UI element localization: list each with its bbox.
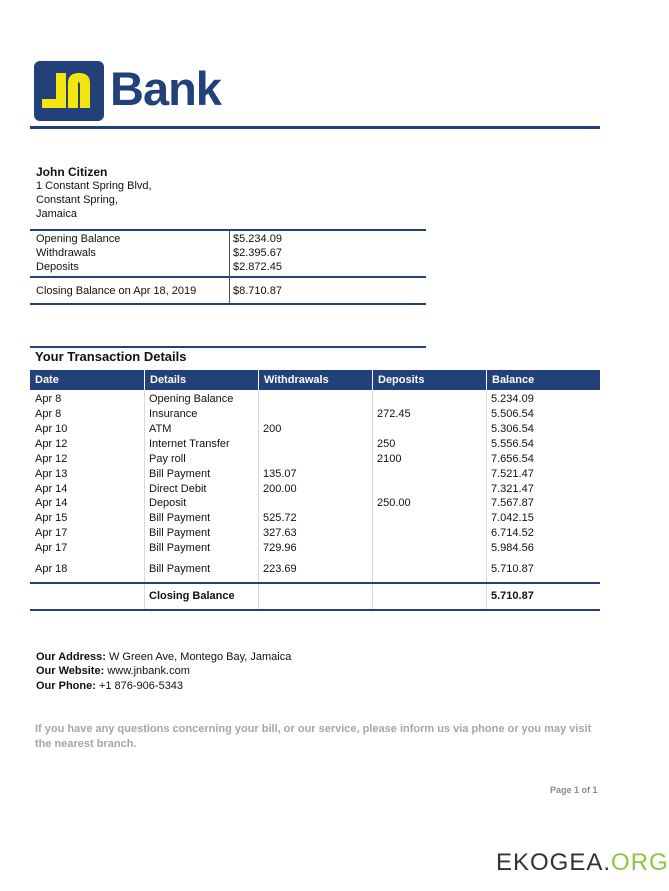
cell-balance: 7.567.87 [491, 497, 534, 509]
cell-date: Apr 14 [35, 497, 68, 509]
cell-details: Bill Payment [149, 542, 211, 554]
bank-logo-mark [34, 61, 104, 121]
summary-bottom-rule [30, 303, 426, 305]
summary-label: Deposits [36, 261, 79, 273]
cell-date: Apr 17 [35, 542, 68, 554]
header-withdrawals: Withdrawals [264, 374, 329, 386]
cell-date: Apr 18 [35, 563, 68, 575]
contact-phone-value: +1 876-906-5343 [95, 680, 184, 692]
customer-name: John Citizen [36, 165, 108, 179]
cell-withdrawal: 525.72 [263, 512, 297, 524]
cell-balance: 7.042.15 [491, 512, 534, 524]
cell-details: Opening Balance [149, 393, 234, 405]
header-balance: Balance [492, 374, 535, 386]
closing-balance-label: Closing Balance on Apr 18, 2019 [36, 285, 197, 297]
cell-date: Apr 13 [35, 468, 68, 480]
cell-deposit: 250 [377, 438, 396, 450]
cell-date: Apr 12 [35, 438, 68, 450]
cell-withdrawal: 200 [263, 423, 282, 435]
cell-balance: 5.556.54 [491, 438, 534, 450]
contact-website [36, 665, 190, 677]
bank-wordmark: Bank [110, 62, 221, 115]
cell-details: Deposit [149, 497, 187, 509]
transactions-bottom-rule [30, 582, 600, 584]
cell-deposit: 272.45 [377, 408, 411, 420]
column-separator [372, 584, 373, 609]
closing-balance-row-label: Closing Balance [149, 590, 235, 602]
closing-bottom-rule [30, 609, 600, 611]
cell-details: Insurance [149, 408, 198, 420]
customer-address-line: Jamaica [36, 208, 77, 220]
cell-balance: 5.306.54 [491, 423, 534, 435]
watermark-main: EKOGEA. [496, 849, 612, 876]
cell-balance: 7.521.47 [491, 468, 534, 480]
summary-top-rule [30, 229, 426, 231]
column-separator [486, 390, 487, 582]
cell-date: Apr 15 [35, 512, 68, 524]
header-details: Details [150, 374, 187, 386]
page-number: Page 1 of 1 [550, 785, 598, 795]
cell-balance: 7.321.47 [491, 483, 534, 495]
summary-divider [229, 231, 230, 303]
contact-website-label: Our Website: [36, 665, 105, 677]
cell-deposit: 2100 [377, 453, 402, 465]
customer-address-line: 1 Constant Spring Blvd, [36, 180, 152, 192]
summary-value: $2.395.67 [233, 247, 282, 259]
header-deposits: Deposits [378, 374, 425, 386]
cell-details: Direct Debit [149, 483, 207, 495]
jn-logo-icon [34, 61, 104, 121]
column-separator [372, 390, 373, 582]
cell-withdrawal: 135.07 [263, 468, 297, 480]
cell-balance: 5.506.54 [491, 408, 534, 420]
summary-value: $2.872.45 [233, 261, 282, 273]
cell-deposit: 250.00 [377, 497, 411, 509]
cell-withdrawal: 327.63 [263, 527, 297, 539]
cell-balance: 5.234.09 [491, 393, 534, 405]
cell-withdrawal: 223.69 [263, 563, 297, 575]
header-date: Date [35, 374, 59, 386]
contact-address [36, 651, 291, 663]
summary-value: $5.234.09 [233, 233, 282, 245]
cell-date: Apr 8 [35, 408, 62, 420]
cell-details: Bill Payment [149, 563, 211, 575]
cell-withdrawal: 200.00 [263, 483, 297, 495]
cell-details: Internet Transfer [149, 438, 230, 450]
customer-address-line: Constant Spring, [36, 194, 118, 206]
cell-balance: 5.710.87 [491, 563, 534, 575]
column-separator [486, 584, 487, 609]
contact-address-value: W Green Ave, Montego Bay, Jamaica [105, 651, 292, 663]
transactions-header [30, 370, 600, 390]
summary-label: Opening Balance [36, 233, 121, 245]
cell-date: Apr 17 [35, 527, 68, 539]
summary-label: Withdrawals [36, 247, 96, 259]
column-separator [258, 584, 259, 609]
column-separator [258, 390, 259, 582]
watermark [496, 849, 669, 877]
cell-details: ATM [149, 423, 172, 435]
cell-date: Apr 8 [35, 393, 62, 405]
closing-balance-value: $8.710.87 [233, 285, 282, 297]
contact-phone [36, 680, 183, 692]
column-separator [144, 390, 145, 582]
summary-mid-rule [30, 276, 426, 278]
column-separator [144, 584, 145, 609]
cell-date: Apr 12 [35, 453, 68, 465]
cell-details: Bill Payment [149, 512, 211, 524]
contact-website-value[interactable]: www.jnbank.com [104, 665, 190, 677]
contact-phone-label: Our Phone: [36, 680, 96, 692]
transactions-title: Your Transaction Details [35, 349, 187, 364]
cell-date: Apr 14 [35, 483, 68, 495]
header-rule [30, 126, 600, 129]
transactions-title-rule [30, 346, 426, 348]
cell-balance: 7.656.54 [491, 453, 534, 465]
cell-details: Bill Payment [149, 468, 211, 480]
support-note: If you have any questions concerning your bill, or our service, please inform us via phone or you may visit the nearest branch. [35, 723, 592, 750]
cell-details: Bill Payment [149, 527, 211, 539]
cell-balance: 6.714.52 [491, 527, 534, 539]
cell-balance: 5.984.56 [491, 542, 534, 554]
cell-date: Apr 10 [35, 423, 68, 435]
contact-address-label: Our Address: [36, 651, 106, 663]
cell-withdrawal: 729.96 [263, 542, 297, 554]
cell-details: Pay roll [149, 453, 186, 465]
watermark-suffix: ORG [611, 849, 669, 876]
closing-balance-row-value: 5.710.87 [491, 590, 534, 602]
